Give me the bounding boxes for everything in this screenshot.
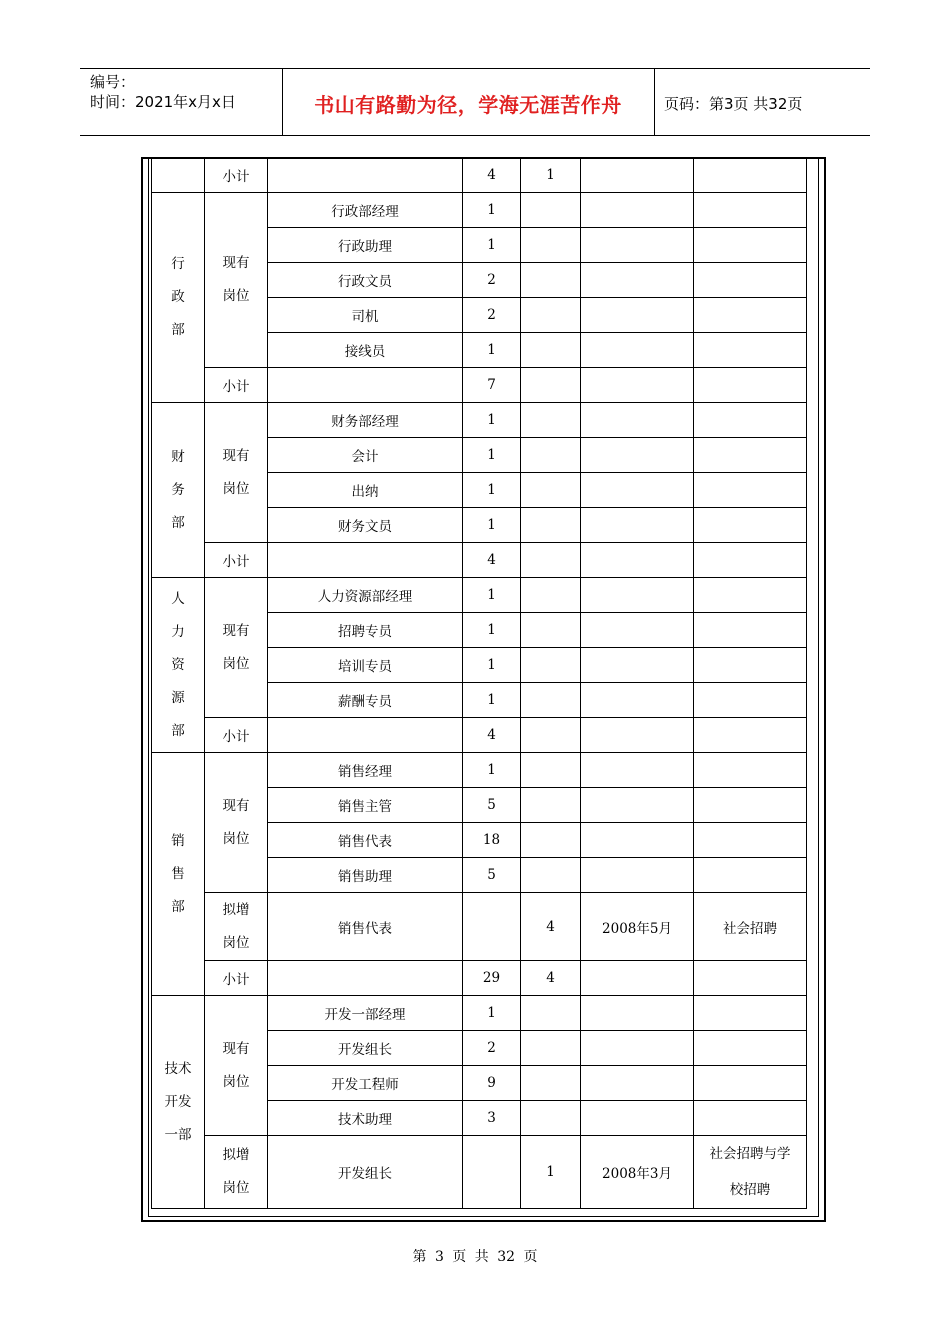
subtotal-label: 小计 [205,158,268,193]
subtotal-label: 小计 [205,718,268,753]
method-cell: 社会招聘 [694,893,807,961]
count-cell: 1 [463,578,521,613]
count-cell: 18 [463,823,521,858]
post-cell: 开发组长 [268,1031,463,1066]
count-cell: 29 [463,961,521,996]
dept-hr: 人力资源部 [152,578,205,753]
category-existing: 现有岗位 [205,193,268,368]
post-cell: 行政文员 [268,263,463,298]
post-cell: 开发一部经理 [268,996,463,1031]
subtotal-label: 小计 [205,543,268,578]
staffing-table [151,157,807,1209]
post-cell: 行政助理 [268,228,463,263]
post-cell: 行政部经理 [268,193,463,228]
table-row [152,368,807,403]
header-page-code: 页码：第3页 共32页 [664,94,803,113]
post-cell: 销售主管 [268,788,463,823]
count-cell: 1 [463,613,521,648]
date-cell: 2008年3月 [581,1136,694,1209]
count-cell: 4 [463,543,521,578]
table-row [152,578,807,613]
post-cell: 培训专员 [268,648,463,683]
category-existing: 现有岗位 [205,753,268,893]
header-meta [90,72,236,112]
header-motto: 书山有路勤为径，学海无涯苦作舟 [314,92,622,117]
table-row [152,403,807,438]
count-cell: 1 [463,333,521,368]
category-existing: 现有岗位 [205,996,268,1136]
count-cell: 1 [463,508,521,543]
table-row [152,1136,807,1209]
table-row [152,753,807,788]
new-count-cell: 4 [521,893,581,961]
dept-sales: 销售部 [152,753,205,996]
document-number: 编号： [90,73,136,91]
subtotal-label: 小计 [205,368,268,403]
post-cell: 销售代表 [268,893,463,961]
count-cell: 1 [463,193,521,228]
count-cell: 1 [463,753,521,788]
dept-tech: 技术开发一部 [152,996,205,1209]
table-row [152,543,807,578]
dept-finance: 财务部 [152,403,205,578]
dept-admin: 行政部 [152,193,205,403]
count-cell: 2 [463,263,521,298]
page-footer: 第 3 页 共 32 页 [412,1249,538,1265]
date-cell: 2008年5月 [581,893,694,961]
count-cell: 2 [463,1031,521,1066]
new-count-cell: 1 [521,1136,581,1209]
table-row [152,961,807,996]
count-cell: 1 [463,228,521,263]
post-cell: 人力资源部经理 [268,578,463,613]
table-row [152,193,807,228]
new-count-cell: 1 [521,158,581,193]
count-cell: 2 [463,298,521,333]
count-cell: 9 [463,1066,521,1101]
post-cell: 财务部经理 [268,403,463,438]
post-cell: 出纳 [268,473,463,508]
count-cell: 3 [463,1101,521,1136]
post-cell: 薪酬专员 [268,683,463,718]
subtotal-label: 小计 [205,961,268,996]
count-cell: 1 [463,473,521,508]
table-row [152,158,807,193]
post-cell: 开发工程师 [268,1066,463,1101]
count-cell: 4 [463,158,521,193]
count-cell: 1 [463,403,521,438]
post-cell: 会计 [268,438,463,473]
count-cell: 5 [463,858,521,893]
new-count-cell: 4 [521,961,581,996]
category-proposed: 拟增岗位 [205,893,268,961]
category-existing: 现有岗位 [205,578,268,718]
header-divider [654,69,655,135]
count-cell: 1 [463,683,521,718]
table-row [152,996,807,1031]
document-time: 时间：2021年x月x日 [90,93,236,111]
post-cell: 司机 [268,298,463,333]
post-cell: 销售经理 [268,753,463,788]
count-cell: 7 [463,368,521,403]
post-cell: 接线员 [268,333,463,368]
category-proposed: 拟增岗位 [205,1136,268,1209]
post-cell: 技术助理 [268,1101,463,1136]
category-existing: 现有岗位 [205,403,268,543]
page-header [80,68,870,136]
method-cell: 社会招聘与学校招聘 [694,1136,807,1209]
count-cell: 5 [463,788,521,823]
count-cell: 1 [463,648,521,683]
post-cell: 开发组长 [268,1136,463,1209]
count-cell: 1 [463,996,521,1031]
post-cell: 招聘专员 [268,613,463,648]
dept-cell [152,158,205,193]
table-row [152,893,807,961]
count-cell: 1 [463,438,521,473]
count-cell: 4 [463,718,521,753]
table-row [152,718,807,753]
post-cell: 销售代表 [268,823,463,858]
post-cell: 销售助理 [268,858,463,893]
post-cell: 财务文员 [268,508,463,543]
